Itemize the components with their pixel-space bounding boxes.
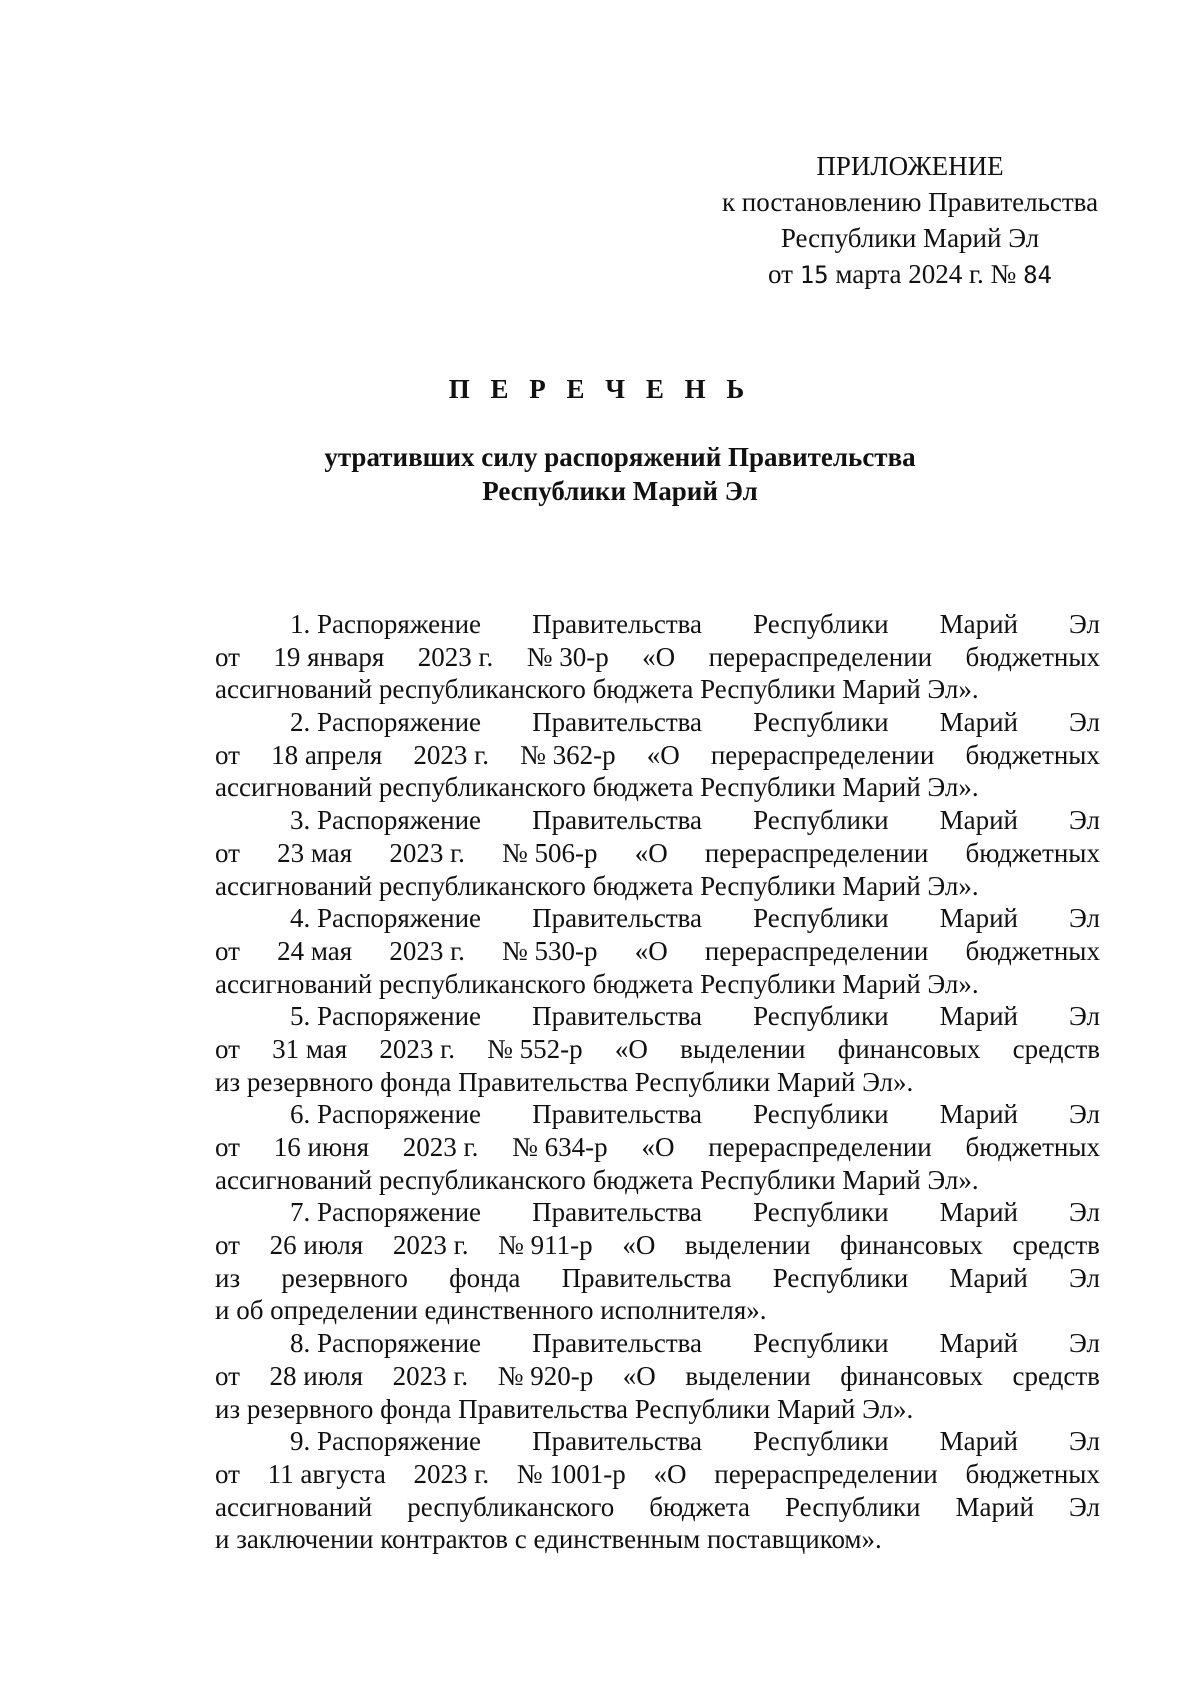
word: 2023 г.: [392, 1360, 469, 1391]
word: 19 января: [273, 641, 385, 672]
appendix-line-republic: Республики Марий Эл: [780, 223, 1040, 253]
list-item: [215, 1425, 1100, 1556]
word: 11 августа: [267, 1458, 386, 1489]
item-line-2: [215, 1360, 1100, 1393]
word: № 506-р: [502, 837, 598, 868]
word: «О: [634, 837, 668, 868]
word: № 911-р: [498, 1230, 593, 1261]
word: Правительства: [561, 1262, 732, 1293]
item-line-2: [215, 837, 1100, 870]
word: от: [215, 1230, 240, 1261]
word: бюджетных: [965, 641, 1100, 672]
word: Эл: [1069, 1262, 1100, 1293]
word: Эл: [1069, 1001, 1100, 1032]
word: Эл: [1069, 609, 1100, 639]
word: Эл: [1069, 805, 1100, 836]
item-line-3: ассигнований республиканского бюджета Республики Марий Эл».: [215, 674, 979, 705]
item-line-3: [215, 1262, 1100, 1295]
word: от: [215, 1132, 240, 1162]
word: 28 июля: [269, 1360, 364, 1391]
word: Республики: [753, 1001, 889, 1032]
word: «О: [646, 739, 680, 770]
word: резервного: [281, 1262, 408, 1293]
word: «О: [622, 1360, 656, 1391]
word: Правительства: [532, 903, 703, 934]
item-line-1: [215, 706, 1100, 739]
item-line-2: [215, 1131, 1100, 1164]
word: Марий: [939, 1426, 1018, 1457]
word: Эл: [1069, 1426, 1100, 1457]
item-line-1: [215, 1425, 1100, 1458]
word: № 30-р: [526, 641, 609, 672]
word: от: [215, 837, 240, 868]
word: Республики: [753, 1328, 889, 1359]
word: № 1001-р: [516, 1458, 626, 1489]
word: выделении: [685, 1230, 811, 1261]
word: Правительства: [532, 805, 703, 836]
word: Республики: [753, 1426, 889, 1457]
word: «О: [634, 935, 668, 966]
item-line-4: и об определении единственного исполнителя».: [215, 1295, 767, 1326]
item-line-1: [215, 902, 1100, 935]
word: «О: [641, 1132, 675, 1162]
word: 5. Распоряжение: [290, 1001, 482, 1032]
word: № 552-р: [487, 1033, 583, 1064]
word: № 530-р: [502, 935, 598, 966]
word: Правительства: [532, 1099, 703, 1130]
list-item: [215, 804, 1100, 902]
word: Марий: [939, 1197, 1018, 1228]
word: Правительства: [532, 609, 703, 639]
word: средств: [1012, 1033, 1100, 1064]
word: Эл: [1069, 1099, 1100, 1130]
word: перераспределении: [714, 1458, 938, 1489]
word: Республики: [753, 903, 889, 934]
word: Марий: [939, 1099, 1018, 1130]
word: 31 мая: [272, 1033, 348, 1064]
word: Правительства: [532, 1328, 703, 1359]
item-line-2: [215, 1033, 1100, 1066]
item-line-1: [215, 608, 1100, 641]
item-line-2: [215, 1229, 1100, 1262]
item-line-2: [215, 641, 1100, 674]
word: 3. Распоряжение: [290, 805, 482, 836]
appendix-title: ПРИЛОЖЕНИЕ: [816, 151, 1004, 181]
item-line-3: из резервного фонда Правительства Республики Марий Эл».: [215, 1066, 914, 1097]
word: Марий: [939, 903, 1018, 934]
item-line-3: ассигнований республиканского бюджета Республики Марий Эл».: [215, 772, 979, 803]
word: № 634-р: [512, 1132, 608, 1162]
word: Правительства: [532, 1197, 703, 1228]
document-subtitle: [260, 440, 980, 508]
word: выделении: [680, 1033, 806, 1064]
word: 9. Распоряжение: [290, 1426, 482, 1457]
item-line-3: [215, 1491, 1100, 1524]
word: 26 июля: [269, 1230, 364, 1261]
word: № 362-р: [520, 739, 616, 770]
word: Эл: [1069, 1328, 1100, 1359]
item-line-1: [215, 1000, 1100, 1033]
word: 16 июня: [273, 1132, 369, 1162]
word: 23 мая: [277, 837, 353, 868]
word: «О: [642, 641, 676, 672]
word: Правительства: [532, 707, 703, 738]
word: Республики: [753, 1197, 889, 1228]
word: от: [215, 641, 240, 672]
word: 2023 г.: [413, 739, 489, 770]
word: из: [215, 1262, 241, 1293]
word: 2023 г.: [402, 1132, 479, 1162]
word: 2023 г.: [392, 1230, 469, 1261]
word: бюджетных: [965, 837, 1100, 868]
date-prefix: от: [768, 259, 793, 289]
word: финансовых: [837, 1033, 981, 1064]
word: средств: [1012, 1360, 1100, 1391]
item-line-1: [215, 1098, 1100, 1131]
item-line-3: из резервного фонда Правительства Республики Марий Эл».: [215, 1393, 914, 1424]
word: Марий: [939, 1001, 1018, 1032]
word: Республики: [753, 609, 889, 639]
word: Марий: [949, 1262, 1028, 1293]
word: 7. Распоряжение: [290, 1197, 482, 1228]
word: «О: [653, 1458, 687, 1489]
word: 4. Распоряжение: [290, 903, 482, 934]
item-line-1: [215, 804, 1100, 837]
word: бюджетных: [965, 935, 1100, 966]
word: от: [215, 1033, 240, 1064]
item-line-2: [215, 739, 1100, 772]
word: № 920-р: [497, 1360, 594, 1391]
list-item: [215, 902, 1100, 1000]
word: 2. Распоряжение: [290, 707, 482, 738]
item-line-2: [215, 1458, 1100, 1491]
word: Эл: [1069, 1197, 1100, 1228]
word: 1. Распоряжение: [290, 609, 482, 639]
word: 6. Распоряжение: [290, 1099, 482, 1130]
word: ассигнований: [215, 1491, 373, 1522]
item-line-1: [215, 1327, 1100, 1360]
item-line-3: ассигнований республиканского бюджета Республики Марий Эл».: [215, 968, 979, 999]
word: перераспределении: [704, 935, 929, 966]
word: Марий: [939, 707, 1018, 738]
word: Марий: [939, 609, 1018, 639]
word: 8. Распоряжение: [290, 1328, 482, 1359]
word: 2023 г.: [389, 935, 465, 966]
word: Марий: [939, 1328, 1018, 1359]
word: Марий: [955, 1491, 1034, 1522]
word: средств: [1012, 1230, 1100, 1261]
word: Правительства: [532, 1001, 703, 1032]
word: Эл: [1068, 1491, 1100, 1522]
word: от: [215, 739, 240, 770]
word: перераспределении: [710, 739, 935, 770]
word: Республики: [772, 1262, 909, 1293]
word: перераспределении: [704, 837, 929, 868]
subtitle-line-2: Республики Марий Эл: [482, 476, 758, 506]
word: Марий: [939, 805, 1018, 836]
list-item: [215, 1000, 1100, 1098]
word: 2023 г.: [379, 1033, 455, 1064]
date-number: 84: [1023, 261, 1052, 289]
word: 2023 г.: [417, 641, 494, 672]
appendix-date-line: [700, 256, 1120, 293]
resolution-list: [215, 608, 1100, 1556]
list-item: [215, 1196, 1100, 1327]
appendix-header: [700, 148, 1120, 293]
word: бюджета: [649, 1491, 750, 1522]
word: Эл: [1069, 903, 1100, 934]
word: бюджетных: [965, 1132, 1100, 1162]
word: от: [215, 1458, 240, 1489]
item-line-4: и заключении контрактов с единственным поставщиком».: [215, 1524, 882, 1555]
item-line-3: ассигнований республиканского бюджета Республики Марий Эл».: [215, 1164, 979, 1195]
word: «О: [614, 1033, 648, 1064]
list-item: [215, 608, 1100, 706]
word: перераспределении: [708, 1132, 932, 1162]
word: выделении: [685, 1360, 811, 1391]
list-item: [215, 706, 1100, 804]
word: Республики: [753, 805, 889, 836]
date-middle: марта 2024 г. №: [835, 259, 1017, 289]
word: бюджетных: [965, 739, 1100, 770]
word: Республики: [753, 1099, 889, 1130]
word: финансовых: [840, 1360, 983, 1391]
list-item: [215, 1327, 1100, 1425]
date-day: 15: [799, 261, 829, 289]
item-line-1: [215, 1196, 1100, 1229]
appendix-line-resolution: к постановлению Правительства: [721, 187, 1099, 217]
word: от: [215, 1360, 240, 1391]
word: Правительства: [532, 1426, 703, 1457]
document-title: П Е Р Е Ч Е Н Ь: [448, 374, 752, 404]
item-line-2: [215, 935, 1100, 968]
word: Эл: [1069, 707, 1100, 738]
word: фонда: [449, 1262, 521, 1293]
word: 24 мая: [277, 935, 353, 966]
word: от: [215, 935, 240, 966]
word: 18 апреля: [271, 739, 383, 770]
word: 2023 г.: [413, 1458, 490, 1489]
word: республиканского: [407, 1491, 615, 1522]
item-line-3: ассигнований республиканского бюджета Республики Марий Эл».: [215, 870, 979, 901]
list-item: [215, 1098, 1100, 1196]
word: перераспределении: [708, 641, 933, 672]
word: финансовых: [840, 1230, 983, 1261]
word: «О: [622, 1230, 656, 1261]
subtitle-line-1: утративших силу распоряжений Правительства: [324, 442, 916, 472]
word: Республики: [753, 707, 889, 738]
word: 2023 г.: [389, 837, 465, 868]
word: Республики: [785, 1491, 921, 1522]
word: бюджетных: [965, 1458, 1100, 1489]
